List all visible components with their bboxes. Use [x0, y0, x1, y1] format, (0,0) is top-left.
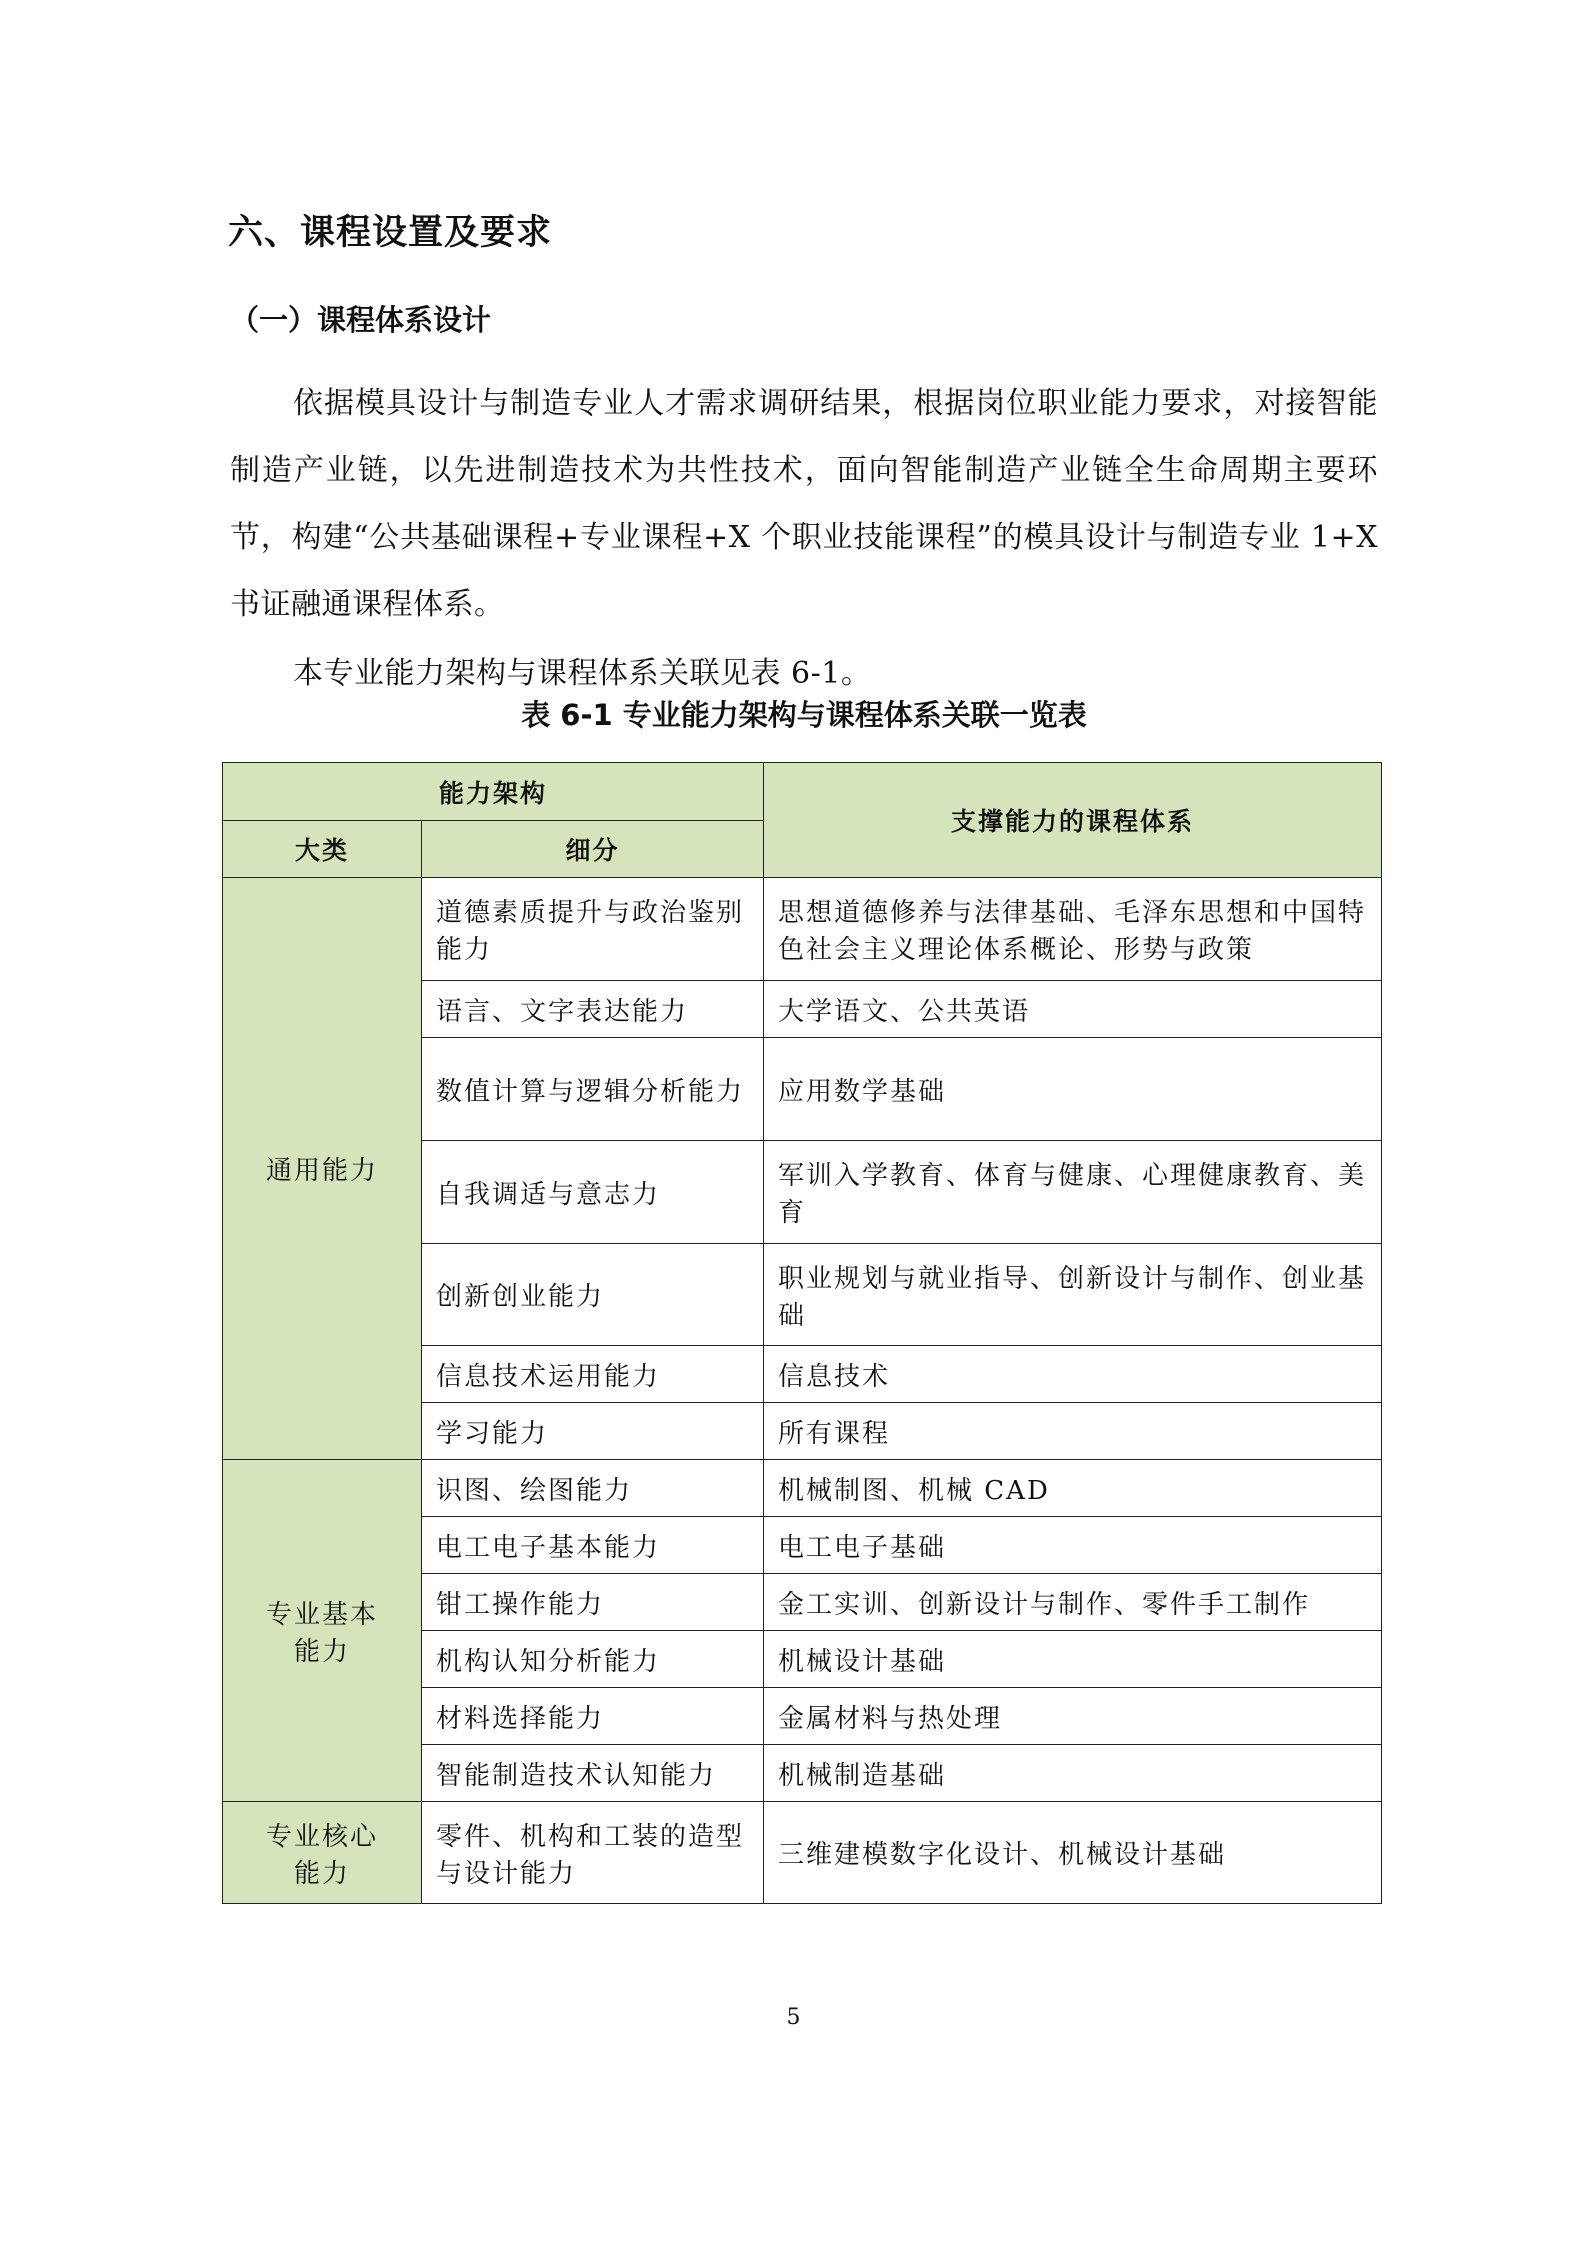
courses-cell: 机械设计基础	[764, 1631, 1382, 1688]
subcategory-cell: 自我调适与意志力	[422, 1141, 764, 1244]
subcategory-cell: 道德素质提升与政治鉴别能力	[422, 878, 764, 981]
subcategory-cell: 材料选择能力	[422, 1688, 764, 1745]
subcategory-cell: 数值计算与逻辑分析能力	[422, 1038, 764, 1141]
courses-cell: 应用数学基础	[764, 1038, 1382, 1141]
courses-cell: 职业规划与就业指导、创新设计与制作、创业基础	[764, 1244, 1382, 1346]
subcategory-cell: 电工电子基本能力	[422, 1517, 764, 1574]
subcategory-cell: 创新创业能力	[422, 1244, 764, 1346]
subcategory-cell: 钳工操作能力	[422, 1574, 764, 1631]
page-number: 5	[786, 2005, 801, 2030]
courses-cell: 机械制造基础	[764, 1745, 1382, 1802]
courses-cell: 金属材料与热处理	[764, 1688, 1382, 1745]
courses-cell: 电工电子基础	[764, 1517, 1382, 1574]
section-heading: 六、课程设置及要求	[228, 213, 553, 253]
subcategory-cell: 智能制造技术认知能力	[422, 1745, 764, 1802]
ability-course-table	[222, 762, 1382, 1904]
courses-cell: 信息技术	[764, 1346, 1382, 1403]
courses-cell: 机械制图、机械 CAD	[764, 1460, 1382, 1517]
intro-paragraph: 依据模具设计与制造专业人才需求调研结果，根据岗位职业能力要求，对接智能制造产业链，以先进制造技术为共性技术，面向智能制造产业链全生命周期主要环节，构建“公共基础课程+专业课程+X 个职业技能课程”的模具设计与制造专业 1+X 书证融通课程体系。	[230, 386, 1378, 622]
header-supporting-courses: 支撑能力的课程体系	[764, 763, 1382, 878]
subcategory-cell: 学习能力	[422, 1403, 764, 1460]
table-row	[223, 1460, 1382, 1517]
category-cell: 专业核心能力	[223, 1802, 422, 1904]
courses-cell: 大学语文、公共英语	[764, 981, 1382, 1038]
subcategory-cell: 识图、绘图能力	[422, 1460, 764, 1517]
subcategory-cell: 机构认知分析能力	[422, 1631, 764, 1688]
header-ability-framework: 能力架构	[223, 763, 764, 821]
category-cell: 专业基本能力	[223, 1460, 422, 1802]
table-caption: 表 6-1 专业能力架构与课程体系关联一览表	[521, 698, 1087, 732]
courses-cell: 思想道德修养与法律基础、毛泽东思想和中国特色社会主义理论体系概论、形势与政策	[764, 878, 1382, 981]
courses-cell: 军训入学教育、体育与健康、心理健康教育、美育	[764, 1141, 1382, 1244]
table-row	[223, 878, 1382, 981]
subsection-heading: （一）课程体系设计	[230, 303, 492, 337]
courses-cell: 所有课程	[764, 1403, 1382, 1460]
header-subcategory: 细分	[422, 821, 764, 878]
subcategory-cell: 信息技术运用能力	[422, 1346, 764, 1403]
header-category: 大类	[223, 821, 422, 878]
category-cell: 通用能力	[223, 878, 422, 1460]
table-reference-paragraph: 本专业能力架构与课程体系关联见表 6-1。	[293, 656, 872, 691]
table-row	[223, 1802, 1382, 1904]
subcategory-cell: 语言、文字表达能力	[422, 981, 764, 1038]
courses-cell: 三维建模数字化设计、机械设计基础	[764, 1802, 1382, 1904]
courses-cell: 金工实训、创新设计与制作、零件手工制作	[764, 1574, 1382, 1631]
subcategory-cell: 零件、机构和工装的造型与设计能力	[422, 1802, 764, 1904]
